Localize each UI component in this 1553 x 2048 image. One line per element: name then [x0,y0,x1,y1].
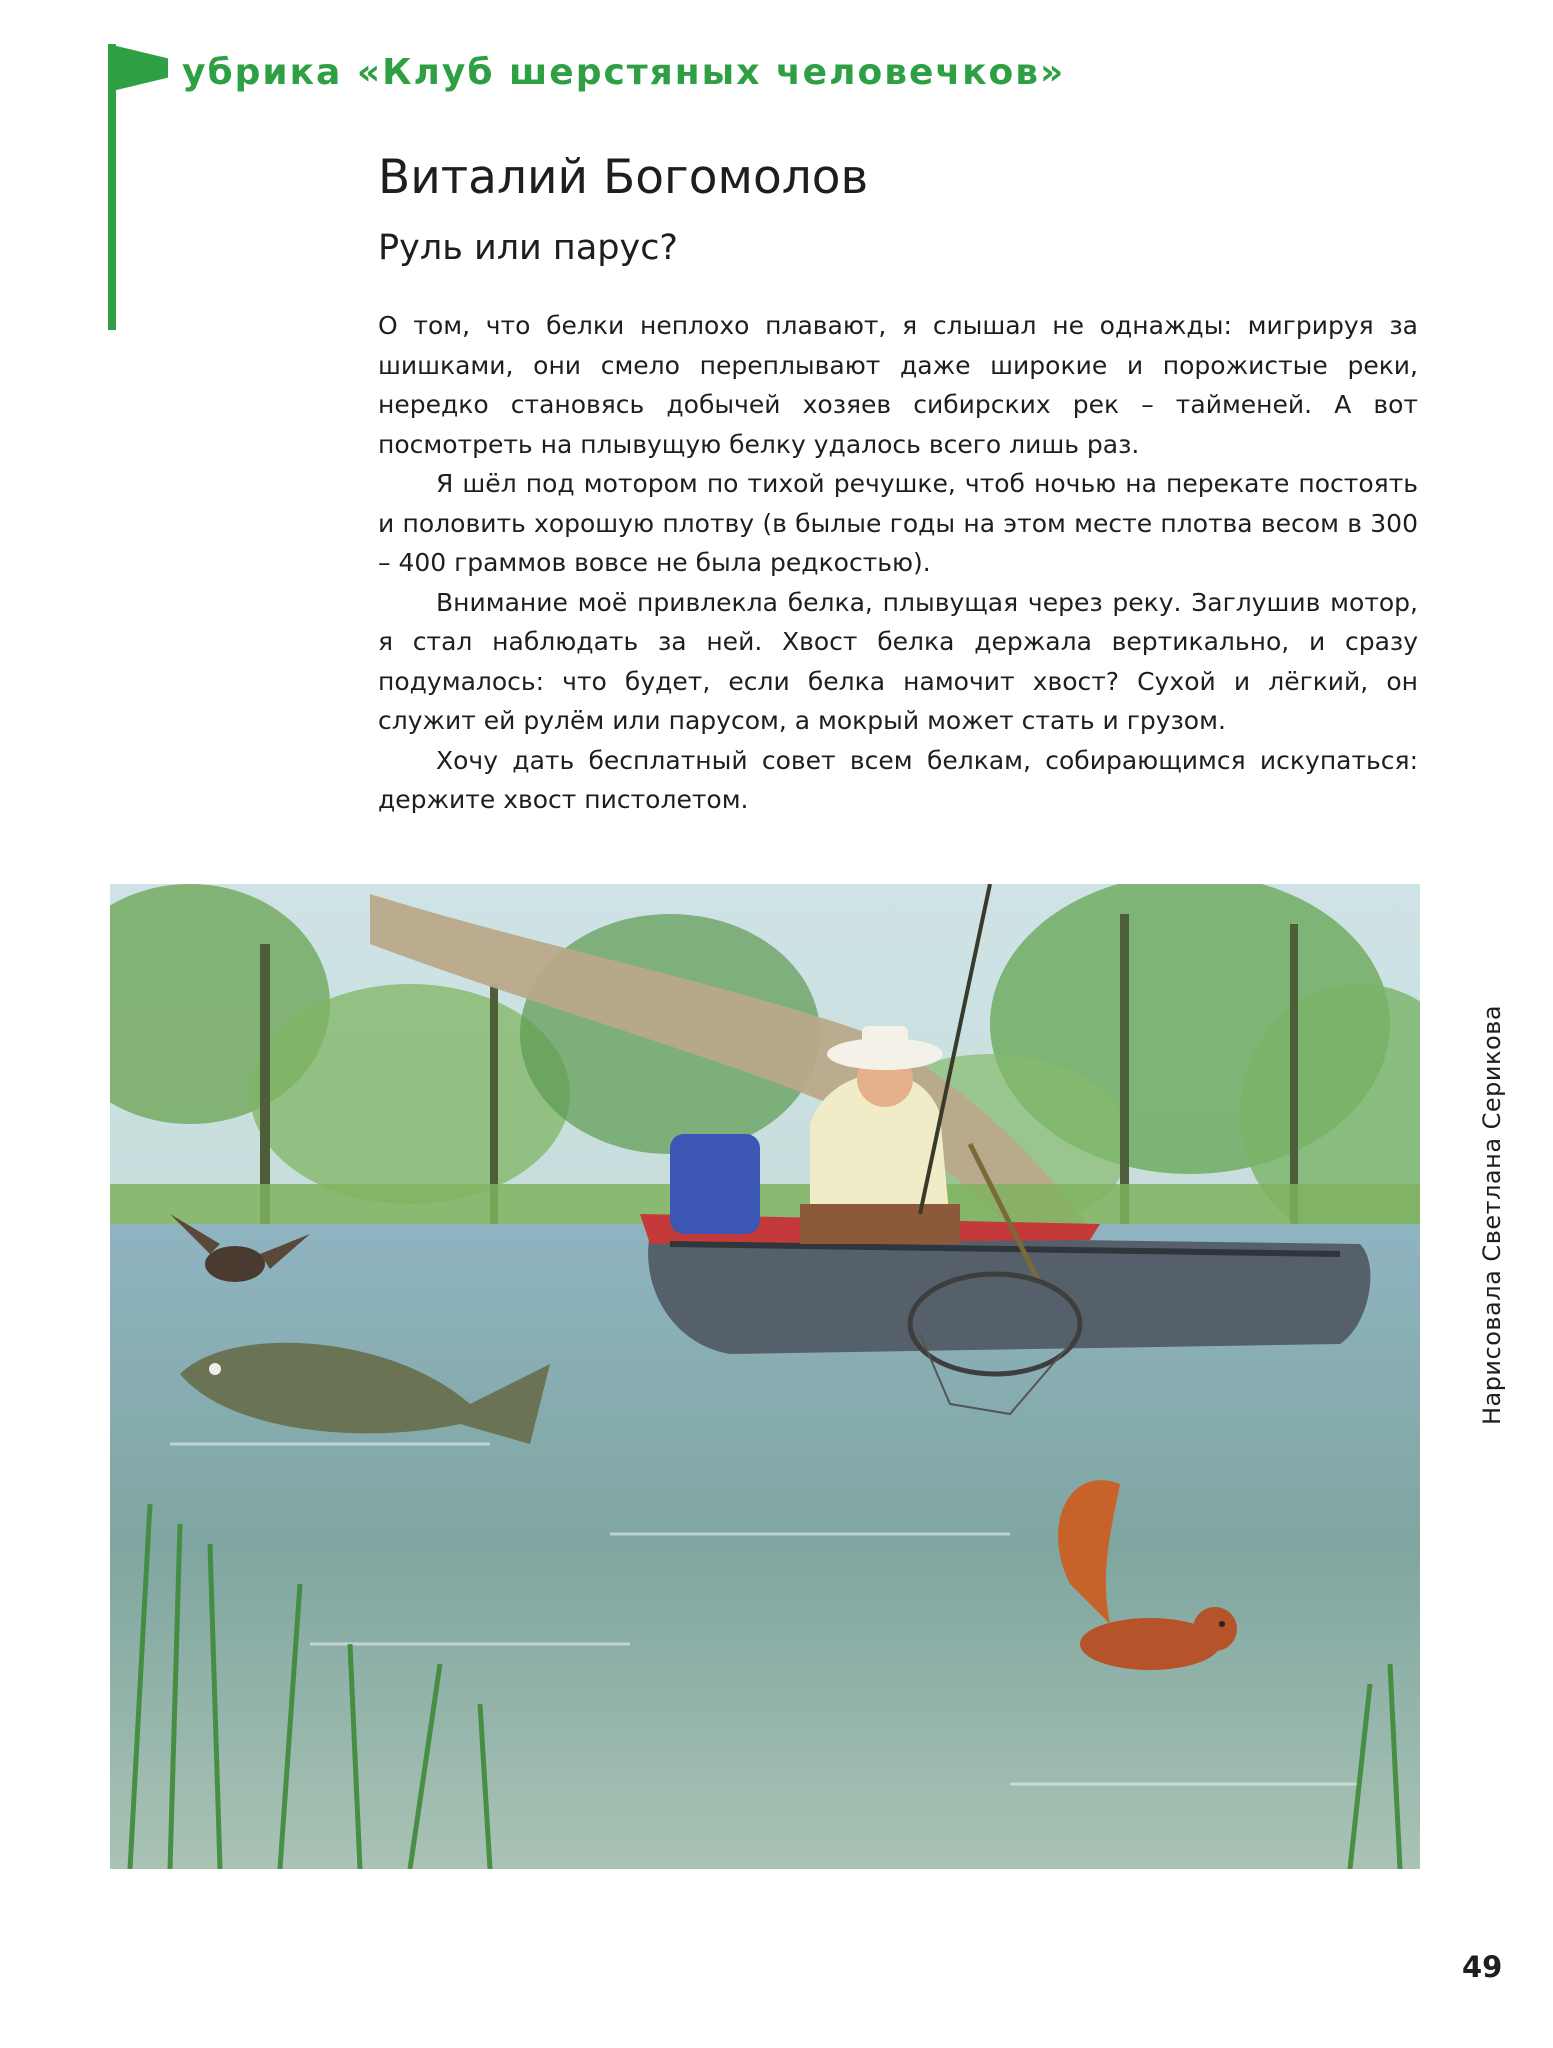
article-author: Виталий Богомолов [378,150,869,205]
rubric-title: убрика «Клуб шерстяных человечков» [182,52,1066,93]
article-title: Руль или парус? [378,228,679,268]
article-paragraph: Я шёл под мотором по тихой речушке, чтоб ночью на перекате постоять и половить хорошую плотву (в былые годы на этом месте плотва весом в 300 – 400 граммов вовсе не была редкостью). [378,469,1418,577]
article-paragraph: Хочу дать бесплатный совет всем белкам, собирающимся искупаться: держите хвост пистолетом. [378,745,1418,814]
article-body [378,306,1418,820]
article-paragraph: Внимание моё привлекла белка, плывущая через реку. Заглушив мотор, я стал наблюдать за ней. Хвост белка держала вертикально, и сразу подумалось: что будет, если белка намочит хвост? Сухой и лёгкий, он служит ей рулём или парусом, а мокрый может стать и грузом. [378,587,1418,735]
rubric-flag-icon [108,44,168,92]
illustration-credit-text: Нарисовала Светлана Серикова [1478,1004,1506,1426]
blue-bag [670,1134,760,1234]
river-illustration [110,884,1420,1869]
page-number: 49 [1462,1950,1503,1984]
article-paragraph: О том, что белки неплохо плавают, я слышал не однажды: мигрируя за шишками, они смело переплывают даже широкие и порожистые реки, нередко становясь добычей хозяев сибирских рек – тайменей. А вот посмотреть на плывущую белку удалось всего лишь раз. [378,311,1418,459]
